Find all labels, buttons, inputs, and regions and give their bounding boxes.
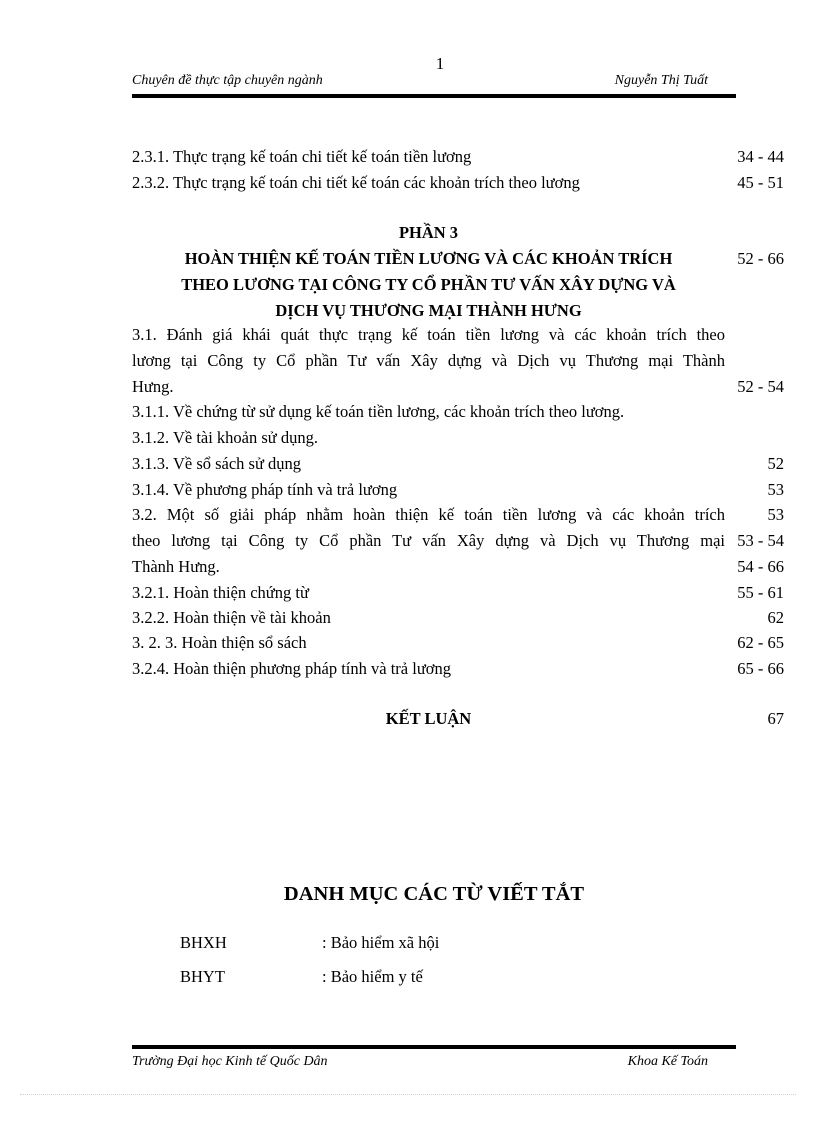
toc-entry-text: 3.2.2. Hoàn thiện về tài khoản — [132, 608, 331, 627]
toc-entry-text: 3.1.2. Về tài khoản sử dụng. — [132, 428, 318, 447]
toc-entry-page: 62 - 65 — [737, 633, 784, 652]
abbreviation-term: BHXH — [180, 933, 227, 952]
part-title-line: DỊCH VỤ THƯƠNG MẠI THÀNH HƯNG — [275, 301, 582, 320]
toc-entry-page: 53 — [767, 505, 784, 524]
header-rule — [132, 94, 736, 98]
toc-conclusion — [132, 706, 784, 732]
toc-entry-page: 65 - 66 — [737, 659, 784, 678]
conclusion-heading: KẾT LUẬN — [385, 709, 472, 728]
toc-entry — [132, 451, 784, 477]
toc-entry-line — [132, 322, 784, 348]
toc-entry-page: 53 — [767, 480, 784, 499]
toc-entry-page: 53 - 54 — [737, 531, 784, 550]
header-right-text: Nguyễn Thị Tuất — [614, 73, 708, 88]
toc-entry-line — [132, 554, 784, 580]
toc-entry-text: 2.3.1. Thực trạng kế toán chi tiết kế toán tiền lương — [132, 147, 472, 166]
toc-entry — [132, 425, 784, 451]
footer-right-text: Khoa Kế Toán — [627, 1054, 708, 1069]
toc-entry-text: 3.2. Một số giải pháp nhằm hoàn thiện kế toán tiền lương và các khoản trích — [132, 505, 725, 524]
part-page: 52 - 66 — [737, 249, 784, 268]
toc-entry-text: 3. 2. 3. Hoàn thiện sổ sách — [132, 633, 307, 652]
toc-entry — [132, 399, 784, 425]
toc-entry-text: Thành Hưng. — [132, 557, 220, 576]
toc-entry-page: 54 - 66 — [737, 557, 784, 576]
toc-entry-page: 52 - 54 — [737, 377, 784, 396]
footer-left-text: Trường Đại học Kinh tế Quốc Dân — [132, 1054, 328, 1069]
header-left-text: Chuyên đề thực tập chuyên ngành — [132, 73, 323, 88]
abbreviation-meaning: : Bảo hiểm xã hội — [322, 933, 440, 952]
abbreviation-term: BHYT — [180, 967, 225, 986]
part-label: PHẦN 3 — [398, 223, 459, 242]
toc-entry-text: 3.1.4. Về phương pháp tính và trả lương — [132, 480, 398, 499]
toc-entry-page: 34 - 44 — [737, 147, 784, 166]
toc-entry-text: theo lương tại Công ty Cổ phần Tư vấn Xây dựng và Dịch vụ Thương mại — [132, 531, 725, 550]
page-number: 1 — [435, 54, 445, 73]
toc-entry-text: 3.1.3. Về sổ sách sử dụng — [132, 454, 302, 473]
toc-entry — [132, 580, 784, 606]
conclusion-page: 67 — [767, 709, 784, 728]
toc-entry-page: 55 - 61 — [737, 583, 784, 602]
toc-entry — [132, 605, 784, 631]
toc-entry-text: 2.3.2. Thực trạng kế toán chi tiết kế toán các khoản trích theo lương — [132, 173, 580, 192]
toc-entry-page: 62 — [767, 608, 784, 627]
toc-entry — [132, 170, 784, 196]
toc-entry — [132, 630, 784, 656]
abbreviation-meaning: : Bảo hiểm y tế — [322, 967, 423, 986]
toc-entry-text: 3.1. Đánh giá khái quát thực trạng kế toán tiền lương và các khoản trích theo — [132, 325, 725, 344]
abbreviations-title: DANH MỤC CÁC TỪ VIẾT TẮT — [283, 883, 585, 905]
toc-entry — [132, 656, 784, 682]
toc-entry-line — [132, 502, 784, 528]
part-page-row — [132, 246, 784, 272]
part-title-line: HOÀN THIỆN KẾ TOÁN TIỀN LƯƠNG VÀ CÁC KHOẢN TRÍCH — [184, 249, 673, 268]
toc-entry — [132, 144, 784, 170]
toc-entry-text: 3.2.1. Hoàn thiện chứng từ — [132, 583, 309, 602]
toc-entry — [132, 477, 784, 503]
toc-entry-line — [132, 348, 784, 374]
page-bottom-divider — [20, 1094, 796, 1095]
toc-entry-line — [132, 374, 784, 400]
part-title-line: THEO LƯƠNG TẠI CÔNG TY CỔ PHẦN TƯ VẤN XÂY DỰNG VÀ — [181, 275, 676, 294]
toc-entry-page: 52 — [767, 454, 784, 473]
toc-entry-text: 3.2.4. Hoàn thiện phương pháp tính và trả lương — [132, 659, 451, 678]
toc-entry-text: lương tại Công ty Cổ phần Tư vấn Xây dựng và Dịch vụ Thương mại Thành — [132, 351, 725, 370]
toc-entry-text: Hưng. — [132, 377, 174, 396]
toc-entry-text: 3.1.1. Về chứng từ sử dụng kế toán tiền lương, các khoản trích theo lương. — [132, 402, 625, 421]
footer-rule — [132, 1045, 736, 1049]
toc-entry-line — [132, 528, 784, 554]
toc-entry-page: 45 - 51 — [737, 173, 784, 192]
